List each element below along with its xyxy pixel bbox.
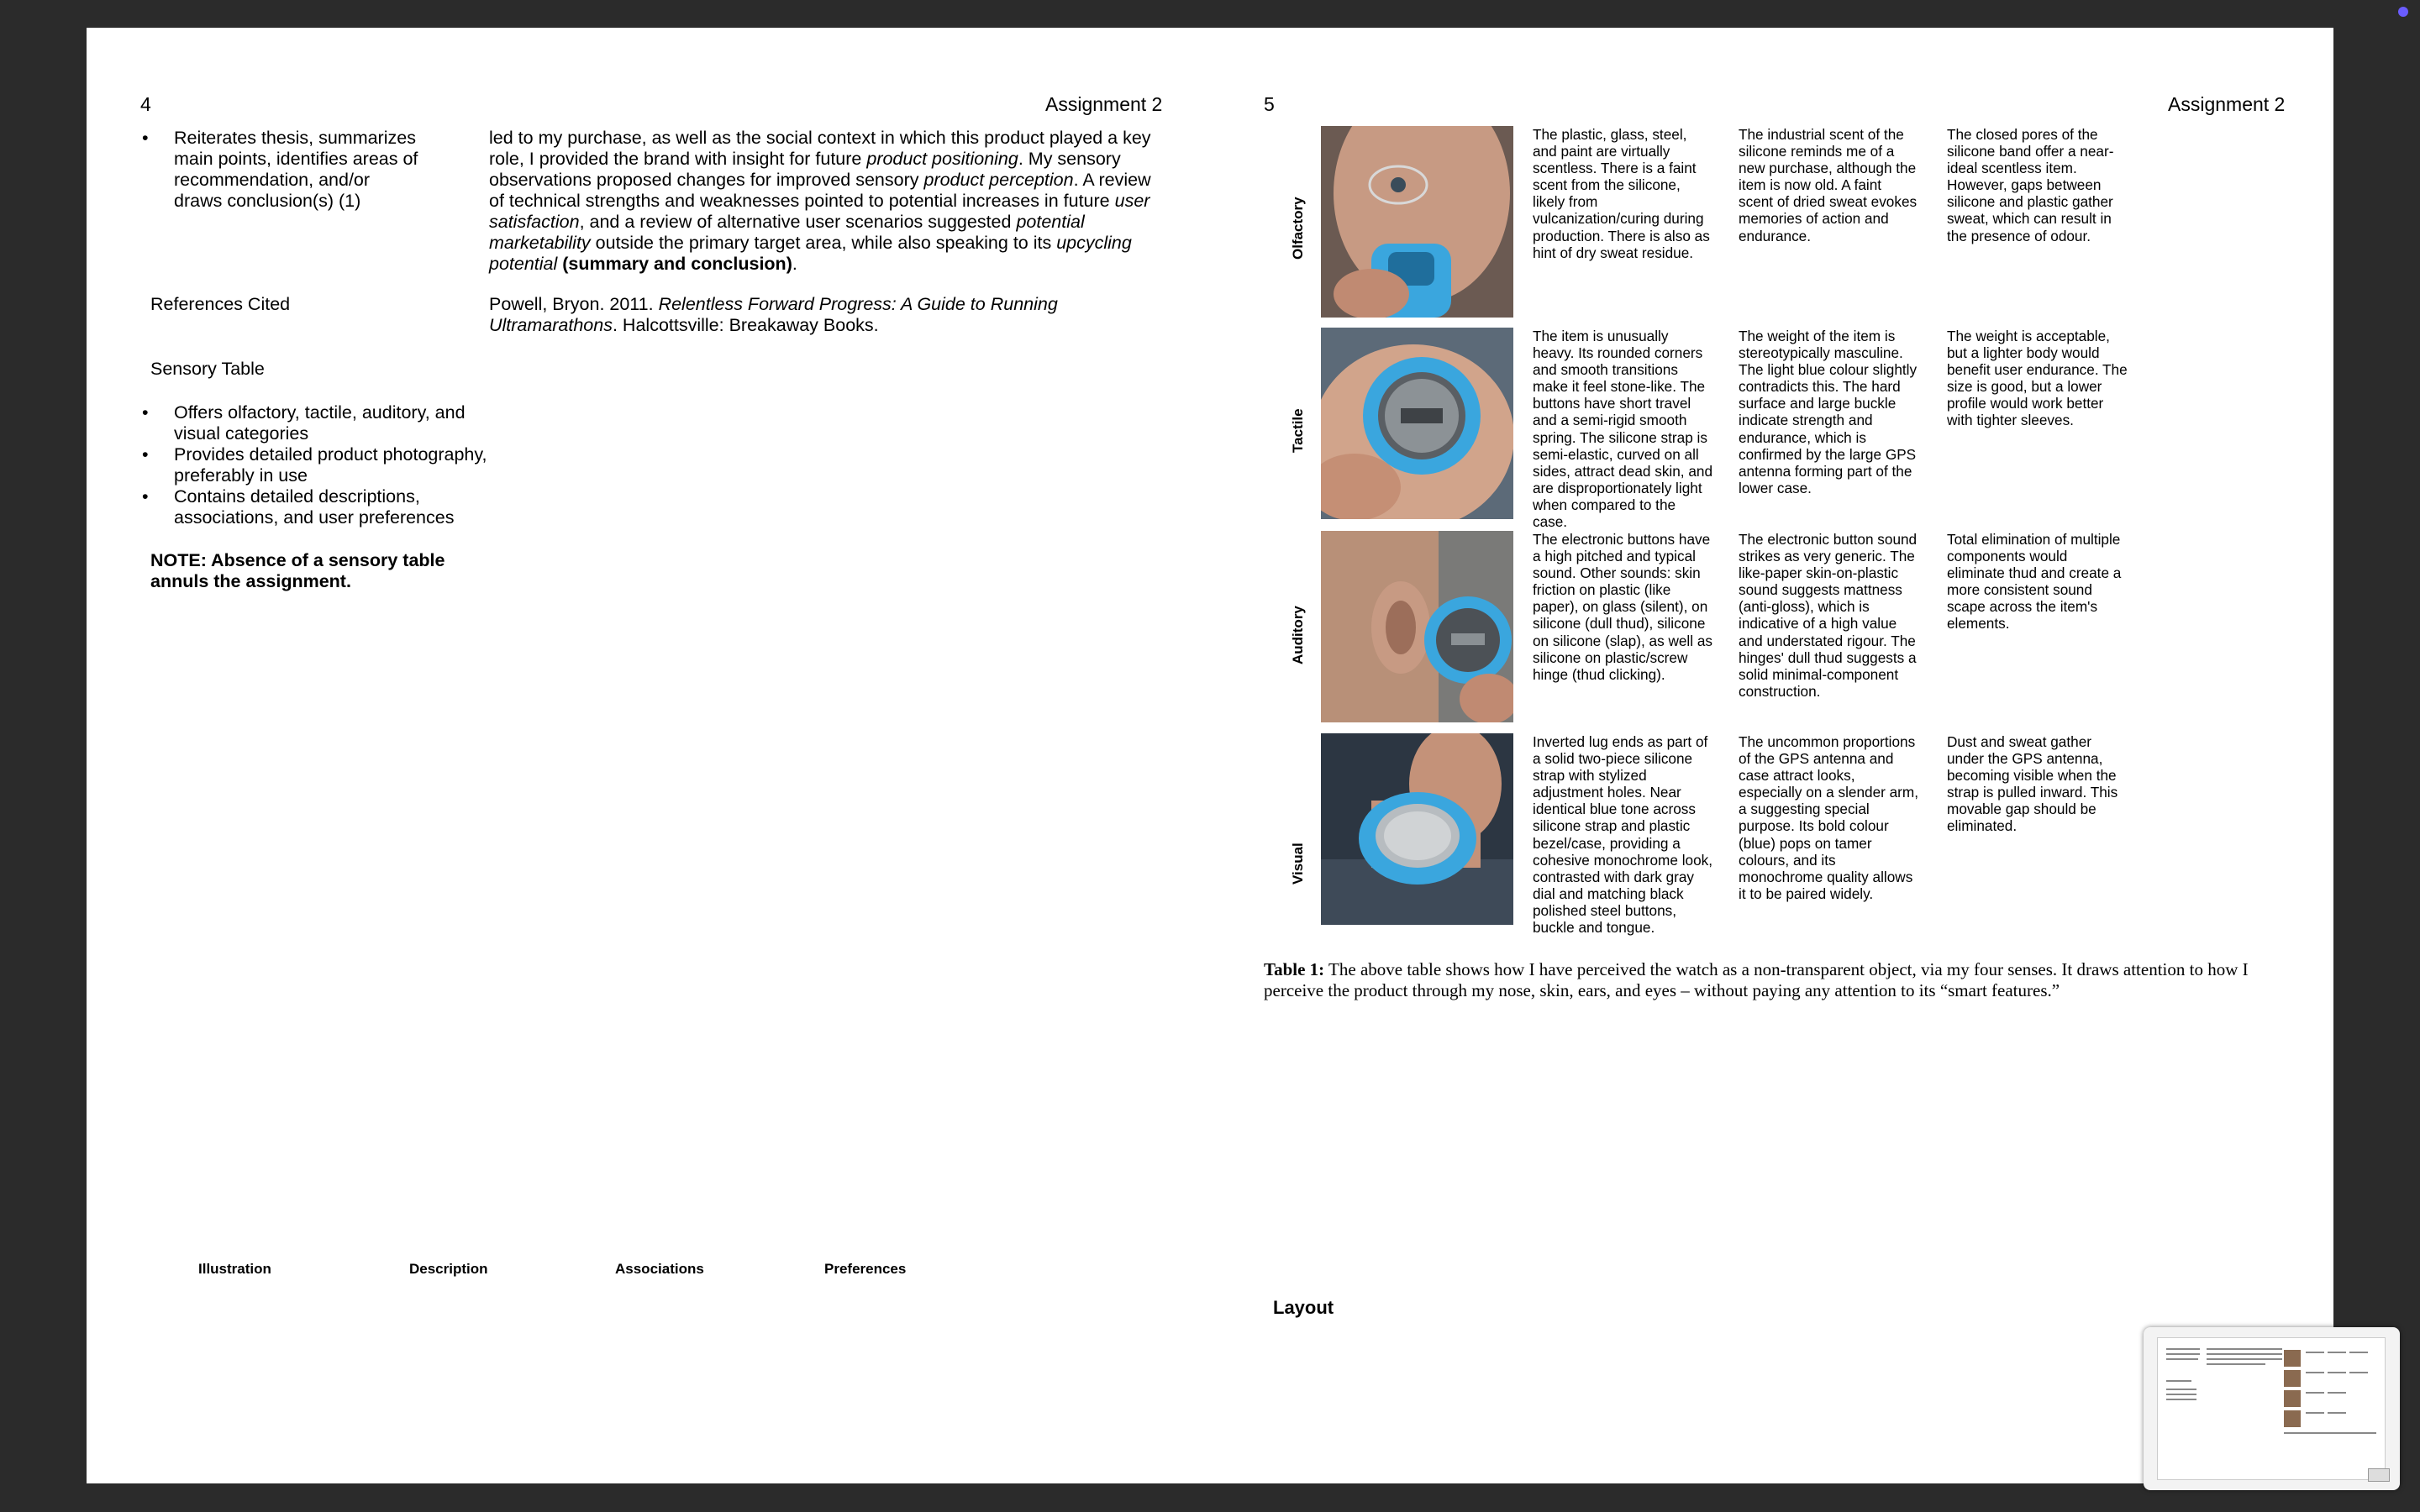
page-thumbnail-preview[interactable]	[2144, 1327, 2400, 1490]
sensory-table-heading: Sensory Table	[150, 359, 265, 379]
tactile-preferences: The weight is acceptable, but a lighter body would benefit user endurance. The size is good, but a lower profile would work better with tighter sleeves.	[1947, 328, 2128, 429]
auditory-associations: The electronic button sound strikes as very generic. The like-paper skin-on-plastic sound suggests mattness (anti-gloss), which is indicative of a high value and understated rigour. The hinges' dull thud suggests a solid minimal-component construction.	[1739, 531, 1918, 700]
olfactory-description: The plastic, glass, steel, and paint are virtually scentless. There is a faint scent from the silicone, likely from vulcanization/curing during production. There is also as hint of dry sweat residue.	[1533, 126, 1710, 261]
thumbnail-toggle-icon[interactable]	[2368, 1468, 2390, 1482]
sensory-criteria-list	[141, 402, 494, 528]
column-label-description: Description	[409, 1261, 488, 1277]
conclusion-criteria-list	[141, 128, 418, 212]
table-caption: Table 1: The above table shows how I have perceived the watch as a non-transparent object, via my four senses. It draws attention to how I perceive the product through my nose, skin, ears, and eyes – without paying any attention to its “smart features.”	[1264, 959, 2249, 1000]
row-label-olfactory: Olfactory	[1290, 197, 1306, 260]
thumbnail-page	[2157, 1337, 2386, 1480]
visual-description: Inverted lug ends as part of a solid two-piece silicone strap with stylized adjustment holes. Near identical blue tone across silicone strap and plastic bezel/case, providing a cohesive monochrome look, contrasted with dark gray dial and matching black polished steel buttons, buckle and tongue.	[1533, 733, 1712, 937]
tactile-description: The item is unusually heavy. Its rounded corners and smooth transitions make it feel stone-like. The buttons have short travel and a semi-rigid smooth spring. The silicone strap is semi-elastic, curved on all sides, attract dead skin, and are disproportionately light when compared to the case.	[1533, 328, 1713, 531]
hand-holding-watch-photo	[1321, 328, 1513, 519]
tactile-associations: The weight of the item is stereotypically masculine. The light blue colour slightly contradicts this. The hard surface and large buckle indicate strength and endurance, which is confirmed by the large GPS antenna forming part of the lower case.	[1739, 328, 1918, 496]
auditory-description: The electronic buttons have a high pitched and typical sound. Other sounds: skin friction on plastic (like paper), on glass (silent), on silicone (dull thud), silicone on silicone (slap), as well as silicone on plastic/screw hinge (thud clicking).	[1533, 531, 1712, 683]
column-label-preferences: Preferences	[824, 1261, 907, 1277]
bullet-icon: •	[142, 128, 149, 148]
conclusion-paragraph: led to my purchase, as well as the social context in which this product played a key role, I provided the brand with insight for future product positioning. My sensory observations proposed changes for improved sensory product perception. A review of technical strengths and weaknesses pointed to potential increases in future user satisfaction, and a review of alternative user scenarios suggested potential marketability outside the primary target area, while also speaking to its upcycling potential (summary and conclusion).	[489, 128, 1151, 274]
row-label-auditory: Auditory	[1290, 606, 1306, 664]
list-item: • Contains detailed descriptions, associations, and user preferences	[142, 486, 455, 528]
visual-preferences: Dust and sweat gather under the GPS antenna, becoming visible when the strap is pulled inward. This movable gap should be eliminated.	[1947, 733, 2118, 835]
bullet-icon: •	[142, 444, 149, 465]
right-page-title: Assignment 2	[2168, 93, 2286, 115]
visual-associations: The uncommon proportions of the GPS antenna and case attract looks, especially on a slender arm, a suggesting special purpose. Its bold colour (blue) pops on tamer colours, and its monochrome quality allows it to be paired widely.	[1739, 733, 1918, 902]
bullet-icon: •	[142, 402, 149, 423]
olfactory-associations: The industrial scent of the silicone reminds me of a new purchase, although the item is now old. A faint scent of dried sweat evokes memories of action and endurance.	[1739, 126, 1918, 244]
auditory-preferences: Total elimination of multiple components would eliminate thud and create a more consistent sound scape across the item's elements.	[1947, 531, 2122, 633]
references-heading: References Cited	[150, 294, 291, 314]
row-label-visual: Visual	[1290, 843, 1306, 885]
status-indicator-dot	[2398, 7, 2408, 17]
row-label-tactile: Tactile	[1290, 408, 1306, 453]
bullet-icon: •	[142, 486, 149, 507]
document-spread	[87, 28, 2333, 1483]
face-with-watch-photo	[1321, 126, 1513, 318]
left-page-number: 4	[140, 93, 151, 115]
layout-heading: Layout	[1273, 1297, 1334, 1318]
list-item: • Provides detailed product photography, preferably in use	[142, 444, 487, 486]
list-item: • Reiterates thesis, summarizes main points, identifies areas of recommendation, and/or draws conclusion(s) (1)	[142, 128, 418, 211]
ear-with-watch-photo	[1321, 531, 1513, 722]
sensory-table-note: NOTE: Absence of a sensory table annuls the assignment.	[150, 550, 445, 591]
reference-entry: Powell, Bryon. 2011. Relentless Forward Progress: A Guide to Running Ultramarathons. Halcottsville: Breakaway Books.	[489, 294, 1058, 335]
column-label-associations: Associations	[615, 1261, 704, 1277]
watch-on-wrist-photo	[1321, 733, 1513, 925]
column-label-illustration: Illustration	[198, 1261, 271, 1277]
left-page-title: Assignment 2	[1045, 93, 1163, 115]
olfactory-preferences: The closed pores of the silicone band offer a near-ideal scentless item. However, gaps between silicone and plastic gather sweat, which can result in the presence of odour.	[1947, 126, 2114, 244]
list-item: • Offers olfactory, tactile, auditory, and visual categories	[142, 402, 466, 444]
right-page-number: 5	[1264, 93, 1275, 115]
